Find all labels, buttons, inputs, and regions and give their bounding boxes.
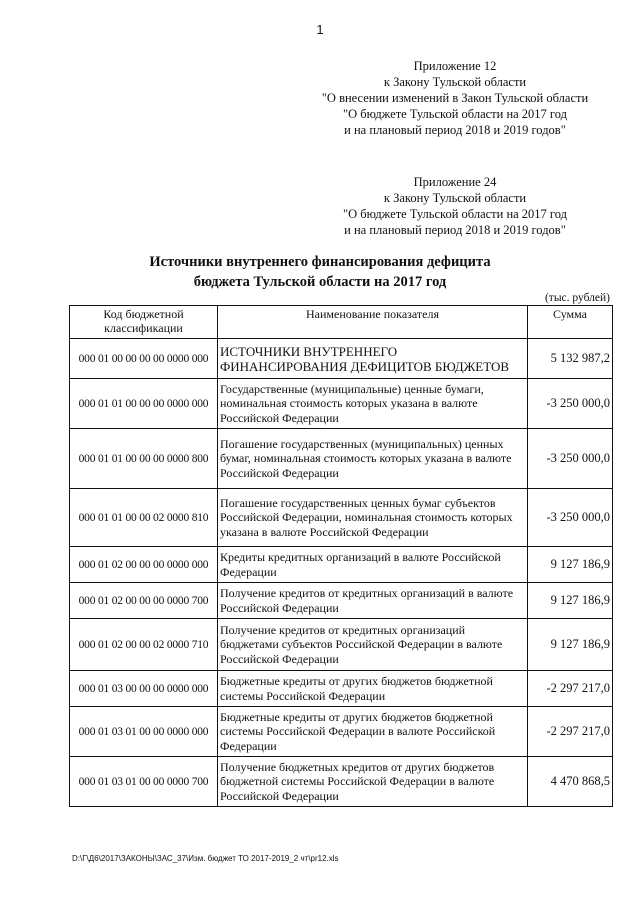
- row-amount: 5 132 987,2: [528, 339, 613, 379]
- row-amount: 9 127 186,9: [528, 547, 613, 583]
- row-name: Получение кредитов от кредитных организаций в валюте Российской Федерации: [218, 583, 528, 619]
- row-amount: 4 470 868,5: [528, 757, 613, 807]
- appendix-24-line: и на плановый период 2018 и 2019 годов": [344, 223, 566, 237]
- row-code: 000 01 03 01 00 00 0000 000: [70, 707, 218, 757]
- appendix-24-line: Приложение 24: [413, 175, 497, 189]
- appendix-12-line: Приложение 12: [413, 59, 497, 73]
- header-amount: Сумма: [528, 306, 613, 339]
- row-amount: 9 127 186,9: [528, 619, 613, 671]
- table-row: [70, 671, 613, 707]
- appendix-12-line: к Закону Тульской области: [383, 75, 527, 89]
- row-amount: -2 297 217,0: [528, 707, 613, 757]
- table-row: [70, 339, 613, 379]
- row-name: Бюджетные кредиты от других бюджетов бюджетной системы Российской Федерации: [218, 671, 528, 707]
- row-name: Бюджетные кредиты от других бюджетов бюджетной системы Российской Федерации в валюте Российской Федерации: [218, 707, 528, 757]
- row-code: 000 01 02 00 00 00 0000 700: [70, 583, 218, 619]
- appendix-24-line: к Закону Тульской области: [383, 191, 527, 205]
- header-code: Код бюджетной классификации: [70, 306, 218, 339]
- table-row: [70, 707, 613, 757]
- row-name: Погашение государственных (муниципальных) ценных бумаг, номинальная стоимость которых указана в валюте Российской Федерации: [218, 429, 528, 489]
- file-path-footer: D:\Г\Д6\2017\ЗАКОНЫ\ЗАС_37\Изм. бюджет ТО 2017-2019_2 чт\pr12.xls: [72, 854, 339, 863]
- row-amount: -2 297 217,0: [528, 671, 613, 707]
- appendix-24-line: "О бюджете Тульской области на 2017 год: [343, 207, 567, 221]
- row-code: 000 01 02 00 00 00 0000 000: [70, 547, 218, 583]
- financing-sources-table: [69, 305, 613, 807]
- header-name: Наименование показателя: [218, 306, 528, 339]
- row-code: 000 01 03 00 00 00 0000 000: [70, 671, 218, 707]
- row-code: 000 01 01 00 00 02 0000 810: [70, 489, 218, 547]
- table-row: [70, 429, 613, 489]
- row-name: Получение кредитов от кредитных организаций бюджетами субъектов Российской Федерации в валюте Российской Федерации: [218, 619, 528, 671]
- appendix-12-line: "О бюджете Тульской области на 2017 год: [343, 107, 567, 121]
- row-name: Кредиты кредитных организаций в валюте Российской Федерации: [218, 547, 528, 583]
- row-name: Государственные (муниципальные) ценные бумаги, номинальная стоимость которых указана в валюте Российской Федерации: [218, 379, 528, 429]
- table-header-row: [70, 306, 613, 339]
- table-row: [70, 619, 613, 671]
- row-name: Получение бюджетных кредитов от других бюджетов бюджетной системы Российской Федерации в валюте Российской Федерации: [218, 757, 528, 807]
- page-number: 1: [316, 22, 324, 37]
- appendix-12-block: [300, 58, 610, 138]
- table-row: [70, 757, 613, 807]
- title-line: Источники внутреннего финансирования дефицита: [149, 254, 491, 270]
- row-code: 000 01 01 00 00 00 0000 800: [70, 429, 218, 489]
- row-name: Погашение государственных ценных бумаг субъектов Российской Федерации, номинальная стоимость которых указана в валюте Российской Федерации: [218, 489, 528, 547]
- appendix-12-line: и на плановый период 2018 и 2019 годов": [344, 123, 566, 137]
- row-amount: -3 250 000,0: [528, 489, 613, 547]
- appendix-24-block: [300, 174, 610, 238]
- row-name: ИСТОЧНИКИ ВНУТРЕННЕГО ФИНАНСИРОВАНИЯ ДЕФИЦИТОВ БЮДЖЕТОВ: [218, 339, 528, 379]
- table-row: [70, 583, 613, 619]
- table-row: [70, 379, 613, 429]
- row-code: 000 01 02 00 00 02 0000 710: [70, 619, 218, 671]
- row-amount: -3 250 000,0: [528, 379, 613, 429]
- table-row: [70, 489, 613, 547]
- row-code: 000 01 00 00 00 00 0000 000: [70, 339, 218, 379]
- title-line: бюджета Тульской области на 2017 год: [193, 274, 447, 290]
- row-code: 000 01 01 00 00 00 0000 000: [70, 379, 218, 429]
- row-code: 000 01 03 01 00 00 0000 700: [70, 757, 218, 807]
- units-label: (тыс. рублей): [544, 292, 610, 304]
- row-amount: -3 250 000,0: [528, 429, 613, 489]
- appendix-12-line: "О внесении изменений в Закон Тульской области: [321, 91, 589, 105]
- document-title: [90, 252, 550, 292]
- row-amount: 9 127 186,9: [528, 583, 613, 619]
- table-row: [70, 547, 613, 583]
